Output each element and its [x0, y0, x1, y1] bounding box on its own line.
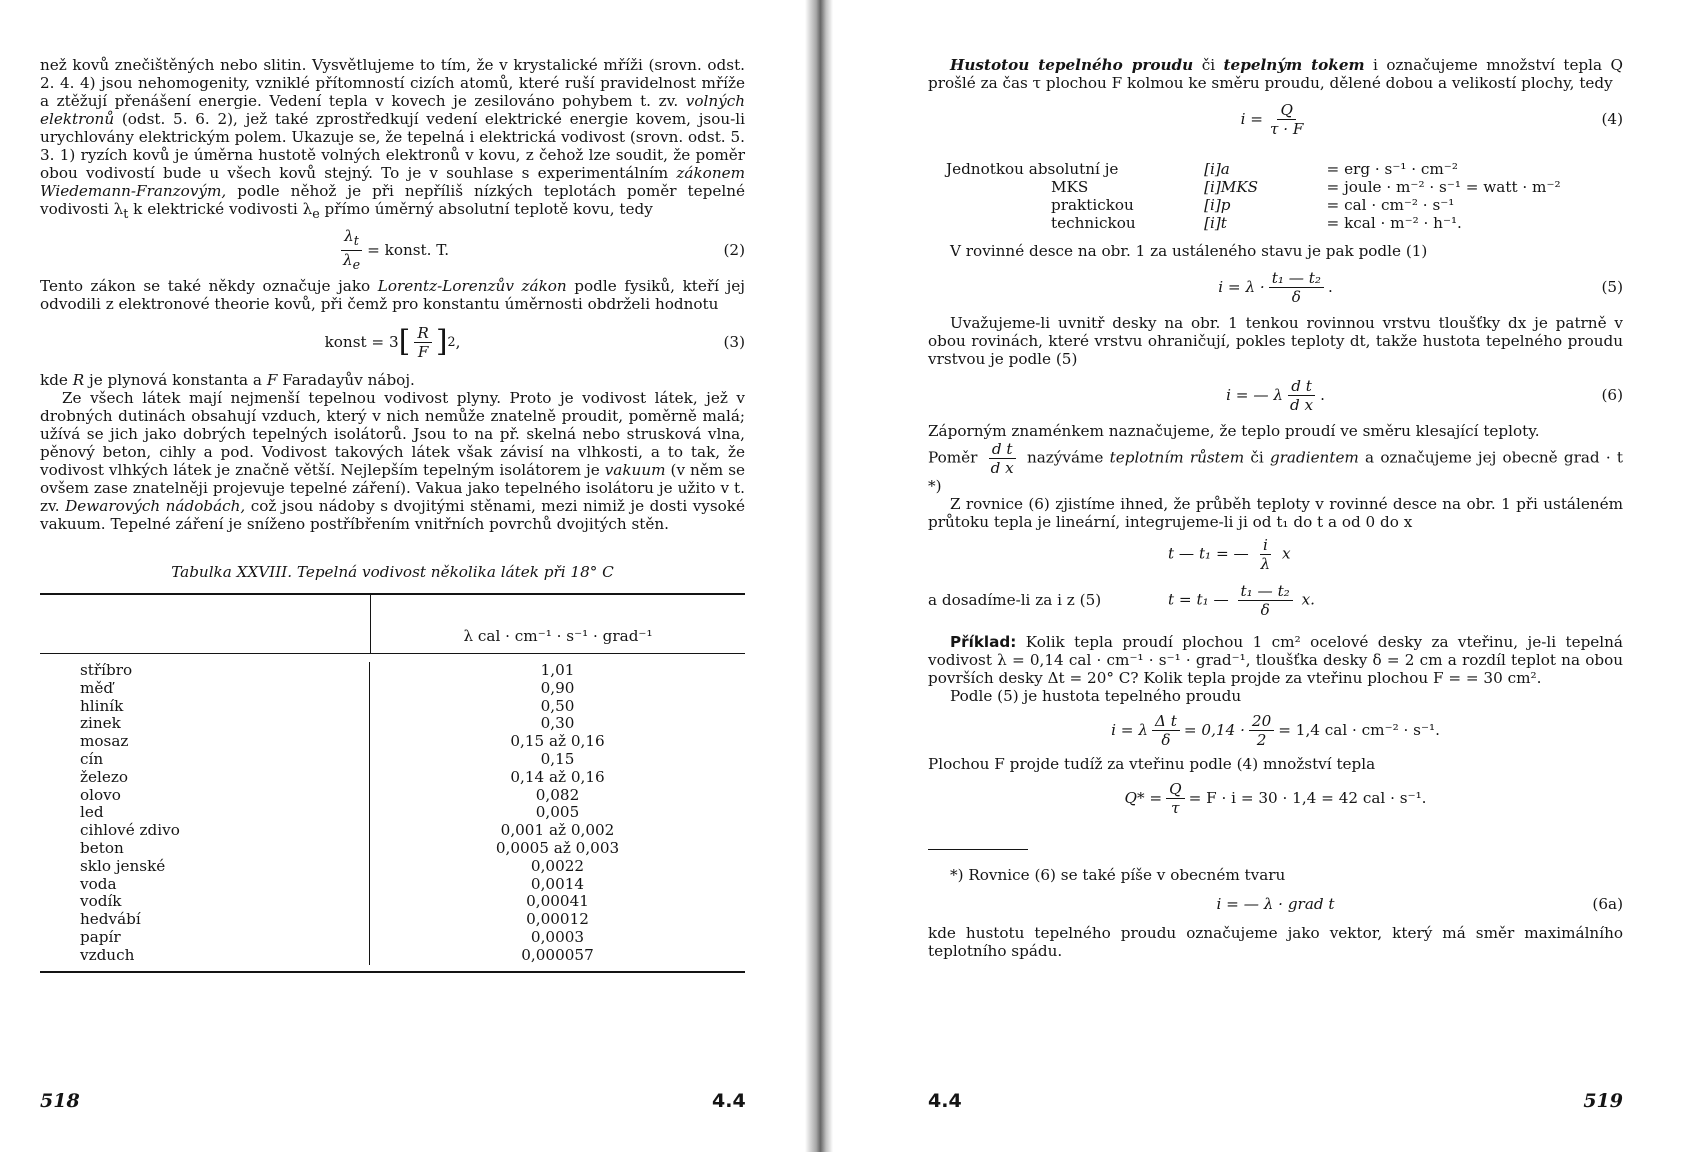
- left-page: [0, 0, 815, 1152]
- right-paragraph-1: Hustotou tepelného proudu či tepelným tokem i označujeme množství tepla Q prošlé za čas τ plochou F kolmou ke směru proudu, dělené dobou a velikostí plochy, tedy: [928, 56, 1623, 92]
- table-row-value: 0,0003: [530, 927, 585, 946]
- equation-number-3: (3): [723, 333, 745, 352]
- table-row-value: 0,30: [540, 714, 575, 733]
- right-page-number: 519: [1583, 1090, 1623, 1112]
- formula-6: i = — λ $\frac{\text{d t}}{\text{d x}}$ . (6): [1226, 376, 1623, 414]
- table-row-name: led: [80, 803, 104, 822]
- table-row-name: hliník: [80, 696, 124, 715]
- formula-2: $\frac{\lambda_t}{\lambda_e}$ = konst. T. (2): [40, 223, 745, 277]
- table-body: [40, 654, 745, 971]
- table-row-value: 0,50: [540, 696, 575, 715]
- table-row-value: 0,000057: [521, 945, 594, 964]
- right-section-number: 4.4: [928, 1090, 962, 1112]
- table-row-value: 0,005: [535, 803, 580, 822]
- table-header-unit: λ cal · cm⁻¹ · s⁻¹ · grad⁻¹: [463, 627, 653, 646]
- table-row-name: měď: [80, 678, 114, 697]
- table-row-name: beton: [80, 839, 124, 857]
- table-row-name: cín: [80, 750, 104, 769]
- equation-number-6a: (6a): [1592, 895, 1623, 913]
- equation-number-6: (6): [1601, 386, 1623, 404]
- left-paragraph-3: kde R je plynová konstanta a F Faradayův náboj.: [40, 371, 415, 390]
- left-paragraph-1: než kovů znečištěných nebo slitin. Vysvětlujeme to tím, že v krystalické mříži (srovn. odst. 2. 4. 4) jsou nehomogenity, vzniklé přítomností cizích atomů, které ruší pravidelnost mříže a ztěžují přenášení energie. Vedení tepla v kovech je zesilováno pohybem t. zv. volných elektronů (odst. 5. 6. 2), jež také zprostředkují vedení elektrické energie kovem, jsou-li urychlovány elektrickým polem. Ukazuje se, že tepelná i elektrická vodivost (srovn. odst. 5. 3. 1) ryzích kovů je úměrna hustotě volných elektronů v kovu, z čehož lze soudit, že poměr obou vodivostí bude u všech kovů stejný. To je v souhlase s experimentálním zákonem Wiedemann-Franzovým, podle něhož je při nepříliš nízkých teplotách poměr tepelné vodivosti $\lambda_t$ k elektrické vodivosti $\lambda_e$ přímo úměrný absolutní teplotě kovu, tedy: [40, 56, 745, 222]
- left-paragraph-4: Ze všech látek mají nejmenší tepelnou vodivost plyny. Proto je vodivost látek, jež v drobných dutinách obsahují vzduch, který v nich nemůže znatelně proudit, poměrně malá; užívá se jich jako dobrých tepelných isolátorů. Jsou to na př. skelná nebo strusková vlna, pěnový beton, cihly a pod. Vodivost takových látek však závisí na vlhkosti, a to tak, že vodivost vlhkých látek je značně větší. Nejlepším tepelným isolátorem je vakuum (v něm se ovšem zase znatelněji projevuje tepelné záření). Vakua jako tepelného isolátoru je užito v t. zv. Dewarových nádobách, což jsou nádoby s dvojitými stěnami, mezi nimiž je dosti vysoké vakuum. Tepelné záření je sníženo postříbřením vnitřních povrchů dvojitých stěn.: [40, 389, 745, 534]
- left-paragraph-2: Tento zákon se také někdy označuje jako Lorentz-Lorenzův zákon podle fysiků, kteří jej odvodili z elektronové theorie kovů, při čemž pro konstantu úměrnosti obdrželi hodnotu: [40, 277, 745, 314]
- table-row-name: olovo: [80, 785, 121, 804]
- table-row-value: 0,90: [540, 678, 575, 697]
- table-row-name: mosaz: [80, 732, 129, 751]
- table-row-name: papír: [80, 927, 121, 946]
- right-paragraph-2: V rovinné desce na obr. 1 za ustáleného stavu je pak podle (1): [950, 242, 1428, 260]
- derivation-1: t — t₁ = — $\frac{i}{\lambda}$ x: [1168, 535, 1291, 573]
- formula-4: i = $\frac{Q}{\tau \cdot F}$ (4): [1240, 100, 1623, 138]
- table-row-name: sklo jenské: [80, 856, 166, 875]
- unit-definitions: Jednotkou absolutní je [i]a = erg · s⁻¹ · cm⁻² MKS [i]MKS = joule · m⁻² · s⁻¹ = watt · m⁻² praktickou [i]p = cal · cm⁻² · s⁻¹ technickou [i]t = kcal · m⁻² · h⁻¹.: [946, 160, 1561, 232]
- right-page: [815, 0, 1683, 1152]
- table-row-value: 0,0022: [530, 856, 585, 875]
- right-paragraph-4: Záporným znaménkem naznačujeme, že teplo proudí ve směru klesající teploty.: [928, 422, 1540, 440]
- footnote-text: kde hustotu tepelného proudu označujeme jako vektor, který má směr maximálního teplotního spádu.: [928, 924, 1623, 960]
- table-row-value: 0,15 až 0,16: [510, 732, 605, 751]
- table-row-name: stříbro: [80, 661, 133, 680]
- footnote-intro: *) Rovnice (6) se také píše v obecném tvaru: [950, 866, 1286, 884]
- right-paragraph-8: Plochou F projde tudíž za vteřinu podle (4) množství tepla: [928, 755, 1376, 773]
- equation-number-4: (4): [1601, 110, 1623, 128]
- formula-example-1: i = λ $\frac{\text{Δ t}}{\delta}$ = 0,14 · $\frac{20}{2}$ = 1,4 cal · cm⁻² · s⁻¹.: [1111, 711, 1440, 749]
- derivation-2: a dosadíme-li za i z (5) t = t₁ — $\frac{\text{t₁ — t₂}}{\delta}$ x.: [928, 581, 1315, 619]
- table-row-name: vzduch: [80, 945, 135, 964]
- left-page-number: 518: [40, 1090, 80, 1112]
- table-header: [40, 595, 745, 654]
- table-row-value: 0,001 až 0,002: [500, 821, 615, 840]
- table-row-value: 0,082: [535, 785, 580, 804]
- right-paragraph-6: Z rovnice (6) zjistíme ihned, že průběh teploty v rovinné desce na obr. 1 při ustáleném průtoku tepla je lineární, integrujeme-li ji od t₁ do t a od 0 do x: [928, 495, 1623, 531]
- fraction-lambda: $\frac{\lambda_t}{\lambda_e}$: [342, 226, 361, 272]
- formula-5: i = λ · $\frac{\text{t₁ — t₂}}{\delta}$ . (5): [1218, 268, 1623, 306]
- table-row-name: hedvábí: [80, 910, 141, 929]
- right-paragraph-5: Poměr $\frac{\text{d t}}{\text{d x}}$ nazýváme teplotním růstem či gradientem a označujeme jej obecně grad · t *): [928, 440, 1623, 495]
- right-paragraph-3: Uvažujeme-li uvnitř desky na obr. 1 tenkou rovinnou vrstvu tloušťky dx je patrně v obou rovinách, které vrstvu ohraničují, pokles teploty dt, takže hustota tepelného proudu vrstvou je podle (5): [928, 314, 1623, 368]
- table-row-value: 0,14 až 0,16: [510, 767, 605, 786]
- left-section-number: 4.4: [712, 1090, 746, 1112]
- table-row-name: zinek: [80, 714, 121, 733]
- equation-number-5: (5): [1601, 278, 1623, 296]
- table-row-name: vodík: [80, 892, 122, 911]
- table-row-value: 0,00041: [526, 892, 589, 911]
- footnote-rule: [928, 849, 1028, 850]
- formula-6a: i = — λ · grad t (6a): [1216, 895, 1623, 913]
- right-paragraph-7: Podle (5) je hustota tepelného proudu: [950, 687, 1242, 705]
- formula-3: konst = 3 [ $\frac{R}{F}$ ] 2 , (3): [324, 323, 745, 361]
- table-row-value: 1,01: [540, 661, 575, 680]
- table-row-value: 0,0014: [530, 874, 585, 893]
- conductivity-table: [40, 593, 745, 973]
- table-caption: Tabulka XXVIII. Tepelná vodivost několika látek při 18° C: [171, 563, 614, 582]
- formula-example-2: Q* = $\frac{Q}{\tau}$ = F · i = 30 · 1,4 = 42 cal · s⁻¹.: [1124, 779, 1427, 817]
- table-row-value: 0,0005 až 0,003: [495, 839, 620, 857]
- table-row-name: voda: [80, 874, 117, 893]
- table-row-name: železo: [80, 767, 128, 786]
- table-row-value: 0,15: [540, 750, 575, 769]
- example-paragraph: Příklad: Kolik tepla proudí plochou 1 cm² ocelové desky za vteřinu, je-li tepelná vodivost λ = 0,14 cal · cm⁻¹ · s⁻¹ · grad⁻¹, tloušťka desky δ = 2 cm a rozdíl teplot na obou površích desky Δt = 20° C? Kolik tepla projde za vteřinu plochou F = = 30 cm².: [928, 633, 1623, 687]
- equation-number-2: (2): [723, 241, 745, 260]
- table-row-value: 0,00012: [526, 910, 589, 929]
- table-row-name: cihlové zdivo: [80, 821, 180, 840]
